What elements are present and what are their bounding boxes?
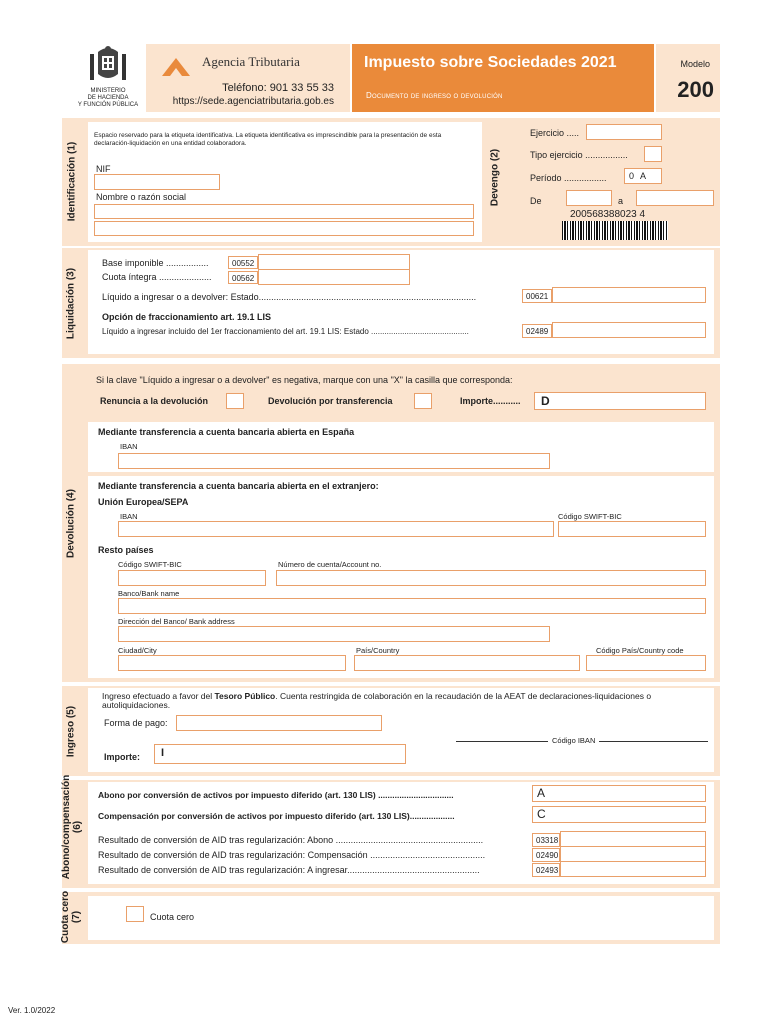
codigo-iban-label: Código IBAN <box>548 736 599 745</box>
forma-pago-label: Forma de pago: <box>104 718 168 728</box>
renuncia-label: Renuncia a la devolución <box>100 396 209 406</box>
modelo-number: 200 <box>677 77 714 102</box>
identificacion-note: Espacio reservado para la etiqueta identificativa. La etiqueta identificativa es imprescindible para la presentación de esta declaración-liquidación en una entidad colaboradora. <box>94 132 442 147</box>
tipo-ejercicio-label: Tipo ejercicio ................. <box>530 150 628 160</box>
nif-field[interactable] <box>94 174 220 190</box>
resultado-compensacion-label: Resultado de conversión de AID tras regularización: Compensación .............................................. <box>98 850 486 860</box>
periodo-field[interactable]: 0 A <box>624 168 662 184</box>
ministry-line2: DE HACIENDA <box>87 95 129 101</box>
resultado-abono-field[interactable] <box>560 831 706 847</box>
nombre-field-1[interactable] <box>94 204 474 219</box>
fraccionamiento-code: 02489 <box>522 324 552 338</box>
ingreso-importe-label: Importe: <box>104 752 140 762</box>
ejercicio-field[interactable] <box>586 124 662 140</box>
modelo-label: Modelo <box>680 59 710 69</box>
base-imponible-field[interactable] <box>258 254 410 270</box>
iban-ue-label: IBAN <box>120 512 138 521</box>
resultado-compensacion-field[interactable] <box>560 846 706 862</box>
a-label: a <box>618 196 624 206</box>
bank-name-label: Banco/Bank name <box>118 589 180 598</box>
city-label: Ciudad/City <box>118 646 157 655</box>
resultado-ingresar-code: 02493 <box>532 863 560 877</box>
extranjero-title: Mediante transferencia a cuenta bancaria abierta en el extranjero: <box>98 481 379 491</box>
ministry-line3: Y FUNCIÓN PÚBLICA <box>77 102 139 108</box>
abono-field[interactable]: A <box>532 785 706 802</box>
ejercicio-label: Ejercicio ..... <box>530 128 580 138</box>
agency-logo-icon <box>160 56 192 78</box>
base-imponible-label: Base imponible ................. <box>102 258 209 268</box>
cuota-cero-checkbox[interactable] <box>126 906 144 922</box>
form-subtitle: Documento de ingreso o devolución <box>366 91 503 100</box>
liquido-label: Líquido a ingresar o a devolver: Estado....................................................................................... <box>102 292 477 302</box>
swift-resto-field[interactable] <box>118 570 266 586</box>
cuota-cero-panel <box>88 896 714 940</box>
base-imponible-code: 00552 <box>228 256 258 269</box>
ingreso-note <box>102 692 708 710</box>
cuota-integra-label: Cuota íntegra ..................... <box>102 272 212 282</box>
swift-ue-field[interactable] <box>558 521 706 537</box>
abono-label: Abono por conversión de activos por impuesto diferido (art. 130 LIS) ................................ <box>98 790 454 800</box>
ue-sepa-title: Unión Europea/SEPA <box>98 497 189 507</box>
cuota-cero-side-label: Cuota cero (7) <box>60 890 82 944</box>
resultado-ingresar-field[interactable] <box>560 861 706 877</box>
barcode-number: 200568388023 4 <box>570 209 646 220</box>
country-code-field[interactable] <box>586 655 706 671</box>
swift-ue-label: Código SWIFT-BIC <box>558 512 622 521</box>
transferencia-label: Devolución por transferencia <box>268 396 393 406</box>
ingreso-note-pre: Ingreso efectuado a favor del <box>102 691 215 701</box>
identificacion-side-label: Identificación (1) <box>66 141 78 222</box>
iban-ue-field[interactable] <box>118 521 554 537</box>
bank-name-field[interactable] <box>118 598 706 614</box>
compensacion-label: Compensación por conversión de activos por impuesto diferido (art. 130 LIS)................... <box>98 811 455 821</box>
iban-label: IBAN <box>120 442 138 451</box>
account-label: Número de cuenta/Account no. <box>278 560 382 569</box>
liquido-code: 00621 <box>522 289 552 303</box>
agency-phone: Teléfono: 901 33 55 33 <box>222 82 334 94</box>
form-title: Impuesto sobre Sociedades 2021 <box>364 54 617 71</box>
tipo-ejercicio-field[interactable] <box>644 146 662 162</box>
espana-panel <box>88 422 714 472</box>
resto-paises-title: Resto países <box>98 545 154 555</box>
agency-name: Agencia Tributaria <box>202 54 300 69</box>
nif-label: NIF <box>96 164 111 174</box>
ingreso-note-bold: Tesoro Público <box>214 691 276 701</box>
espana-title: Mediante transferencia a cuenta bancaria abierta en España <box>98 427 355 437</box>
agency-header <box>146 44 350 112</box>
ingreso-panel <box>88 688 714 772</box>
cuota-cero-label: Cuota cero <box>150 912 195 922</box>
ingreso-note-post: . Cuenta restringida de colaboración en la recaudación de la AEAT de declaraciones-liquidaciones o autoliquidaciones. <box>102 691 652 710</box>
country-field[interactable] <box>354 655 580 671</box>
bank-address-label: Dirección del Banco/ Bank address <box>118 617 235 626</box>
resultado-ingresar-label: Resultado de conversión de AID tras regularización: A ingresar..................................................... <box>98 865 480 875</box>
modelo-block <box>656 44 720 112</box>
ingreso-importe-field[interactable]: I <box>154 744 406 764</box>
resultado-abono-label: Resultado de conversión de AID tras regularización: Abono ........................................................... <box>98 835 484 845</box>
resultado-compensacion-code: 02490 <box>532 848 560 862</box>
account-field[interactable] <box>276 570 706 586</box>
agency-url[interactable]: https://sede.agenciatributaria.gob.es <box>172 96 334 107</box>
resultado-abono-code: 03318 <box>532 833 560 847</box>
periodo-label: Período ................. <box>530 173 607 183</box>
forma-pago-field[interactable] <box>176 715 382 731</box>
city-field[interactable] <box>118 655 346 671</box>
swift-resto-label: Código SWIFT-BIC <box>118 560 182 569</box>
devengo-side-label: Devengo (2) <box>489 148 501 207</box>
de-label: De <box>530 196 542 206</box>
fraccionamiento-label: Líquido a ingresar incluido del 1er fraccionamiento del art. 19.1 LIS: Estado ............................................ <box>102 327 469 336</box>
devolucion-side-label: Devolución (4) <box>65 489 77 558</box>
nombre-field-2[interactable] <box>94 221 474 236</box>
bank-address-field[interactable] <box>118 626 550 642</box>
nombre-label: Nombre o razón social <box>96 192 187 202</box>
cuota-integra-code: 00562 <box>228 271 258 284</box>
version-label: Ver. 1.0/2022 <box>8 1006 56 1015</box>
coat-of-arms-icon <box>86 44 130 84</box>
de-field[interactable] <box>566 190 612 206</box>
a-field[interactable] <box>636 190 714 206</box>
cuota-integra-field[interactable] <box>258 269 410 285</box>
liquidacion-panel <box>88 250 714 354</box>
renuncia-checkbox[interactable] <box>226 393 244 409</box>
compensacion-field[interactable]: C <box>532 806 706 823</box>
abono-panel <box>88 782 714 884</box>
abono-side-label: Abono/compensación (6) <box>61 774 83 880</box>
devolucion-importe-field[interactable]: D <box>534 392 706 410</box>
transferencia-checkbox[interactable] <box>414 393 432 409</box>
extranjero-panel <box>88 476 714 678</box>
iban-espana-field[interactable] <box>118 453 550 469</box>
ingreso-side-label: Ingreso (5) <box>65 705 77 758</box>
country-code-label: Código País/Country code <box>596 646 684 655</box>
opcion-fraccionamiento-title: Opción de fraccionamiento art. 19.1 LIS <box>102 312 272 322</box>
devolucion-note: Si la clave "Líquido a ingresar o a devolver" es negativa, marque con una "X" la casilla que corresponda: <box>96 375 513 385</box>
liquido-field[interactable] <box>552 287 706 303</box>
ministry-line1: MINISTERIO <box>90 88 126 94</box>
form-title-block <box>352 44 654 112</box>
ministry-logo <box>68 44 148 116</box>
country-label: País/Country <box>356 646 400 655</box>
fraccionamiento-field[interactable] <box>552 322 706 338</box>
liquidacion-side-label: Liquidación (3) <box>65 267 77 340</box>
identificacion-panel <box>88 122 482 242</box>
barcode <box>562 221 668 240</box>
devolucion-importe-label: Importe........... <box>460 396 521 406</box>
